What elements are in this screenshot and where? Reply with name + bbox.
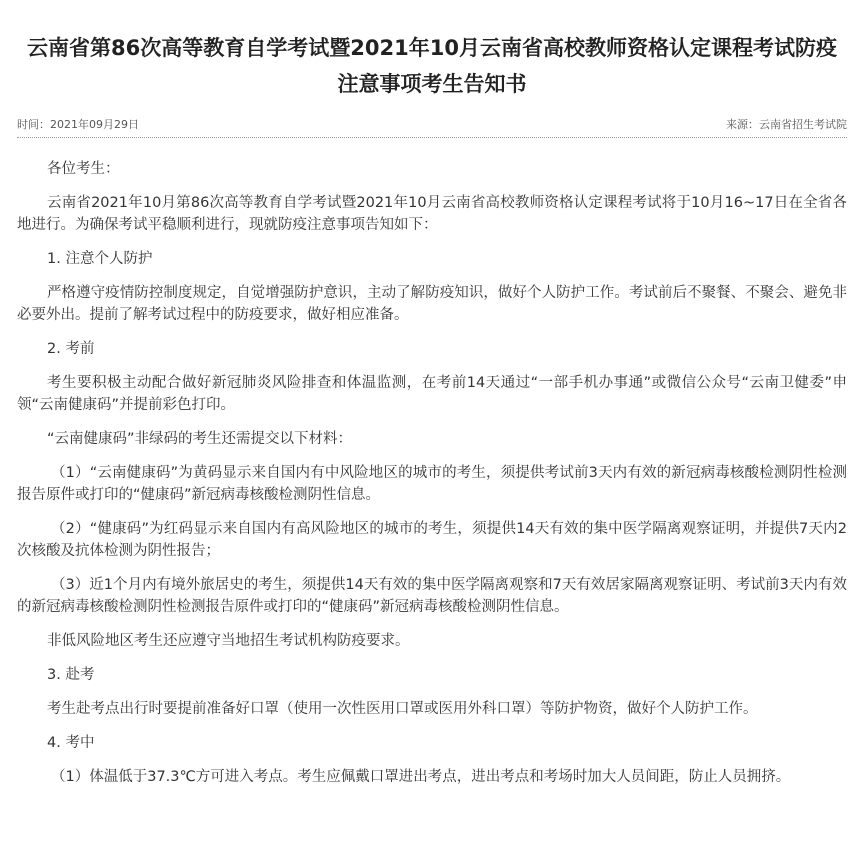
article-title: 云南省第86次高等教育自学考试暨2021年10月云南省高校教师资格认定课程考试防疫注意事项考生告知书 [27,36,837,96]
overseas-travel-item: （3）近1个月内有境外旅居史的考生，须提供14天有效的集中医学隔离观察和7天有效居家隔离观察证明、考试前3天内有效的新冠病毒核酸检测阴性检测报告原件或打印的“健康码”新冠病毒核酸检测阴性信息。 [17,577,847,615]
section-heading-during-exam: 4. 考中 [47,735,95,751]
publish-time: 时间：2021年09月29日 [17,118,139,131]
greeting: 各位考生： [47,161,120,177]
article-meta [17,118,847,138]
yellow-code-item: （1）“云南健康码”为黄码显示来自国内有中风险地区的城市的考生，须提供考试前3天内有效的新冠病毒核酸检测阴性检测报告原件或打印的“健康码”新冠病毒核酸检测阴性信息。 [17,465,847,503]
travel-paragraph: 考生赴考点出行时要提前准备好口罩（使用一次性医用口罩或医用外科口罩）等防护物资，做好个人防护工作。 [47,701,758,717]
non-low-risk-paragraph: 非低风险地区考生还应遵守当地招生考试机构防疫要求。 [47,633,410,649]
before-exam-paragraph: 考生要积极主动配合做好新冠肺炎风险排查和体温监测，在考前14天通过“一部手机办事通”或微信公众号“云南卫健委”申领“云南健康码”并提前彩色打印。 [17,375,847,413]
section-heading-before-exam: 2. 考前 [47,341,95,357]
article-source: 来源：云南省招生考试院 [726,118,847,131]
temperature-item: （1）体温低于37.3℃方可进入考点。考生应佩戴口罩进出考点，进出考点和考场时加大人员间距，防止人员拥挤。 [51,769,791,785]
non-green-code-paragraph: “云南健康码”非绿码的考生还需提交以下材料： [47,431,353,447]
article-body [17,158,847,800]
red-code-item: （2）“健康码”为红码显示来自国内有高风险地区的城市的考生，须提供14天有效的集中医学隔离观察证明，并提供7天内2次核酸及抗体检测为阴性报告； [17,521,847,559]
protection-paragraph: 严格遵守疫情防控制度规定，自觉增强防护意识，主动了解防疫知识，做好个人防护工作。考试前后不聚餐、不聚会、避免非必要外出。提前了解考试过程中的防疫要求，做好相应准备。 [17,285,847,323]
section-heading-protection: 1. 注意个人防护 [47,251,153,267]
article [17,0,847,785]
section-heading-travel: 3. 赴考 [47,667,95,683]
meta-divider [17,137,847,138]
intro-paragraph: 云南省2021年10月第86次高等教育自学考试暨2021年10月云南省高校教师资格认定课程考试将于10月16~17日在全省各地进行。为确保考试平稳顺利进行，现就防疫注意事项告知如下： [17,195,847,233]
